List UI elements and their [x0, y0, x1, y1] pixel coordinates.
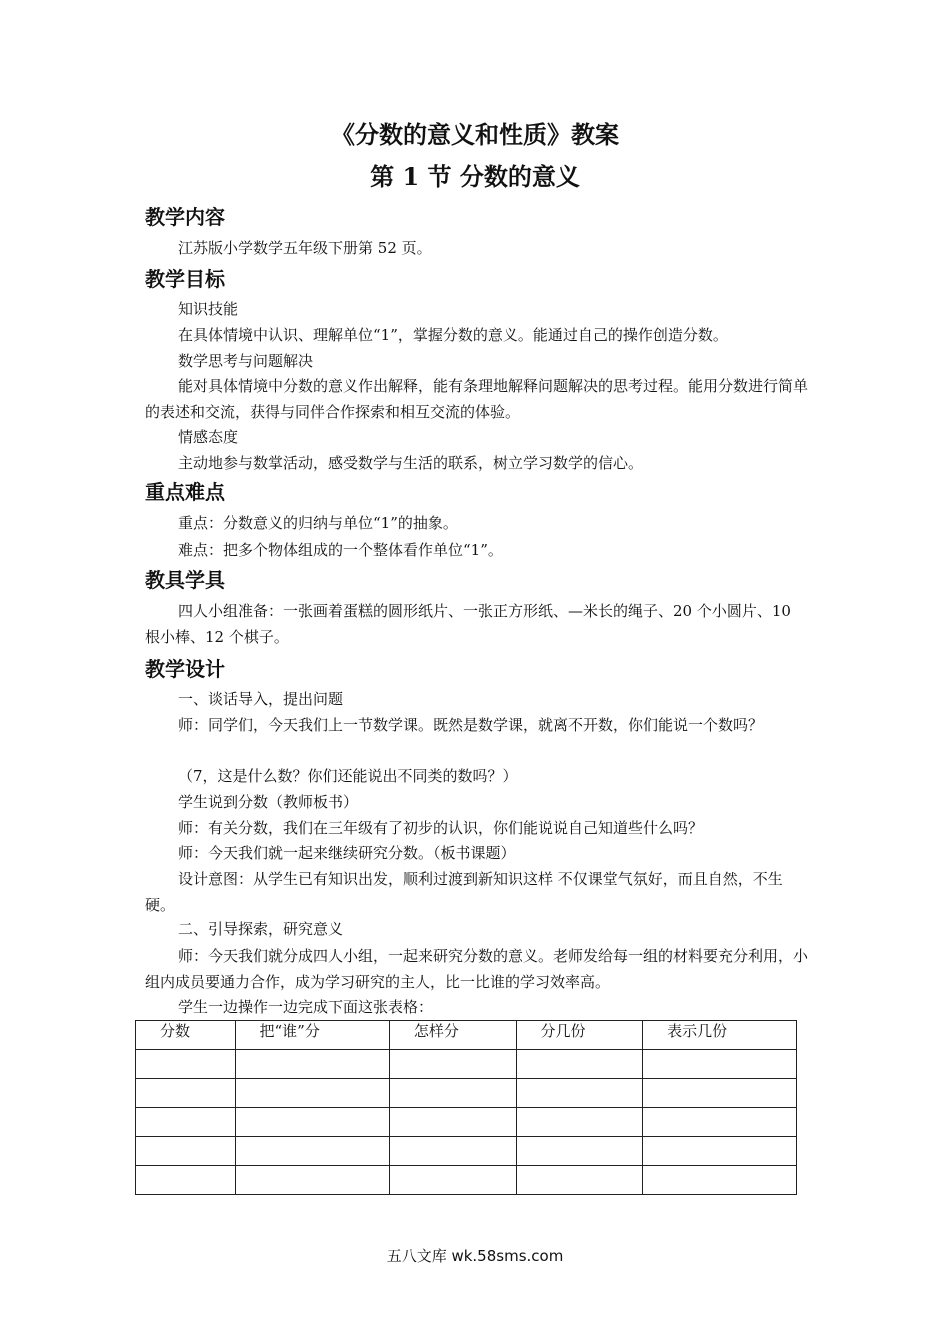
table-row	[136, 1137, 797, 1166]
table-cell	[516, 1137, 643, 1166]
section-subtitle: 第 1 节 分数的意义	[370, 162, 580, 191]
table-cell	[235, 1050, 389, 1079]
fraction-table	[135, 1020, 797, 1195]
table-cell	[235, 1079, 389, 1108]
table-cell	[389, 1079, 516, 1108]
key-focus: 重点：分数意义的归纳与单位“1”的抽象。	[178, 514, 458, 532]
key-difficulty: 难点：把多个物体组成的一个整体看作单位“1”。	[178, 541, 503, 559]
table-cell	[389, 1050, 516, 1079]
design-p2: 师：同学们，今天我们上一节数学课。既然是数学课，就离不开数，你们能说一个数吗？	[178, 716, 764, 734]
heading-design: 教学设计	[145, 657, 225, 681]
goals-knowledge-text: 在具体情境中认识、理解单位“1”，掌握分数的意义。能通过自己的操作创造分数。	[178, 326, 728, 344]
table-cell	[235, 1108, 389, 1137]
tools-text: 四人小组准备：一张画着蛋糕的圆形纸片、一张正方形纸、—米长的绳子、20 个小圆片、10 根小棒、12 个棋子。	[145, 602, 791, 646]
goals-math-label: 数学思考与问题解决	[178, 352, 314, 370]
table-row	[136, 1108, 797, 1137]
heading-tools: 教具学具	[145, 568, 225, 592]
goals-emotion-label: 情感态度	[178, 428, 239, 446]
design-p3: （7，这是什么数？你们还能说出不同类的数吗？）	[178, 767, 518, 785]
table-header-cell: 分几份	[516, 1021, 643, 1050]
table-header-cell: 怎样分	[389, 1021, 516, 1050]
table-header-cell: 表示几份	[643, 1021, 797, 1050]
document-title: 《分数的意义和性质》教案	[331, 120, 619, 149]
table-cell	[389, 1137, 516, 1166]
table-cell	[136, 1137, 236, 1166]
table-header-row	[136, 1021, 797, 1050]
table-cell	[516, 1079, 643, 1108]
design-p8: 二、引导探索，研究意义	[178, 920, 344, 938]
design-p10: 学生一边操作一边完成下面这张表格：	[178, 998, 434, 1016]
design-p5: 师：有关分数，我们在三年级有了初步的认识，你们能说说自己知道些什么吗？	[178, 819, 704, 837]
table-cell	[235, 1137, 389, 1166]
heading-goals: 教学目标	[145, 267, 225, 291]
design-p1: 一、谈话导入，提出问题	[178, 690, 344, 708]
table-cell	[643, 1108, 797, 1137]
content-text: 江苏版小学数学五年级下册第 52 页。	[178, 239, 432, 257]
table-row	[136, 1079, 797, 1108]
table-cell	[136, 1050, 236, 1079]
table-cell	[516, 1108, 643, 1137]
table-row	[136, 1050, 797, 1079]
table-cell	[235, 1166, 389, 1195]
design-p4: 学生说到分数（教师板书）	[178, 793, 359, 811]
design-p6: 师：今天我们就一起来继续研究分数。（板书课题）	[178, 844, 516, 862]
goals-emotion-text: 主动地参与数掌活动，感受数学与生活的联系，树立学习数学的信心。	[178, 454, 644, 472]
goals-math-text: 能对具体情境中分数的意义作出解释，能有条理地解释问题解决的思考过程。能用分数进行简单的表述和交流，获得与同伴合作探索和相互交流的体验。	[145, 377, 809, 421]
table-cell	[643, 1166, 797, 1195]
table-header-cell: 把“谁”分	[235, 1021, 389, 1050]
table-cell	[389, 1108, 516, 1137]
table-cell	[389, 1166, 516, 1195]
table-cell	[643, 1079, 797, 1108]
design-p7: 设计意图：从学生已有知识出发，顺利过渡到新知识这样 不仅课堂气氛好，而且自然，不生硬。	[145, 870, 783, 914]
heading-content: 教学内容	[145, 205, 225, 229]
table-cell	[643, 1137, 797, 1166]
design-p9: 师：今天我们就分成四人小组，一起来研究分数的意义。老师发给每一组的材料要充分利用，小组内成员要通力合作，成为学习研究的主人，比一比谁的学习效率高。	[145, 947, 809, 991]
footer-watermark: 五八文库 wk.58sms.com	[386, 1247, 564, 1265]
table-cell	[136, 1079, 236, 1108]
table-cell	[136, 1166, 236, 1195]
table-header-cell: 分数	[136, 1021, 236, 1050]
table-cell	[643, 1050, 797, 1079]
table-cell	[136, 1108, 236, 1137]
heading-key: 重点难点	[145, 480, 225, 504]
table-row	[136, 1166, 797, 1195]
table-cell	[516, 1050, 643, 1079]
goals-knowledge-label: 知识技能	[178, 300, 239, 318]
table-cell	[516, 1166, 643, 1195]
